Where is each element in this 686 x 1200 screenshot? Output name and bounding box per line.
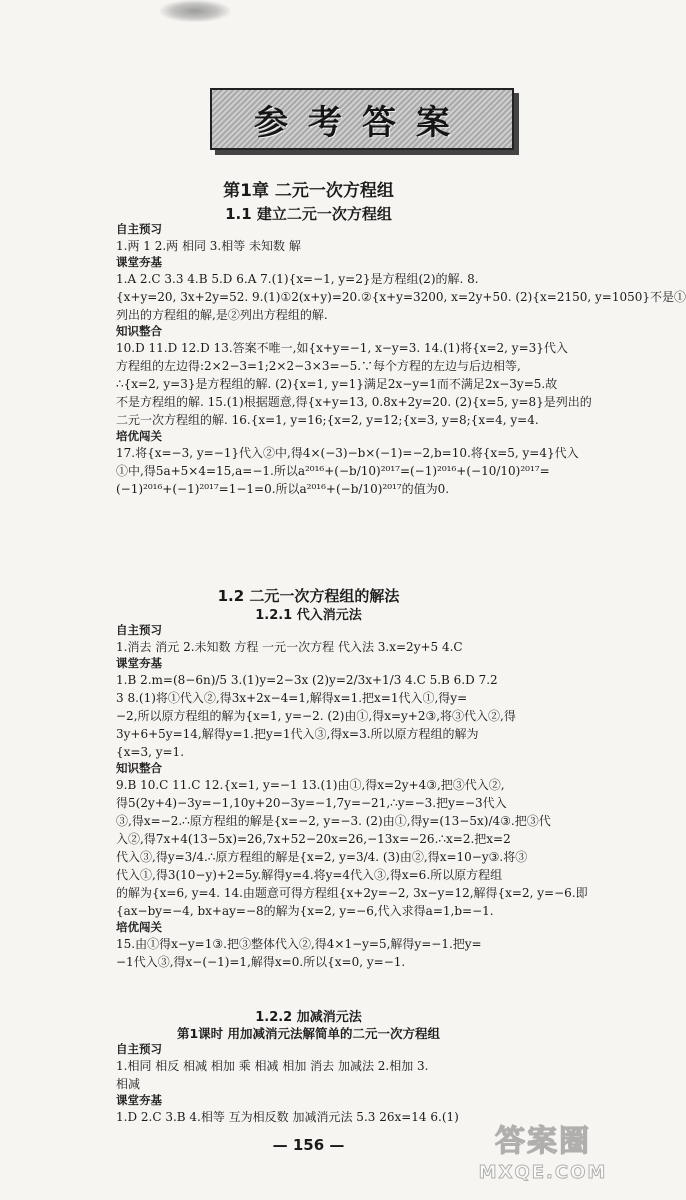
heading-knowledge: 知识整合 — [116, 761, 162, 775]
answer-line: 1.消去 消元 2.未知数 方程 一元一次方程 代入法 3.x=2y+5 4.C — [116, 640, 463, 654]
answer-line: ③,得x=−2.∴原方程组的解是{x=−2, y=−3. (2)由①,得y=(13−5x)/4③.把③代 — [116, 814, 551, 828]
answer-line: 1.两 1 2.两 相同 3.相等 未知数 解 — [116, 239, 301, 253]
answer-line: 代入③,得y=3/4.∴原方程组的解是{x=2, y=3/4. (3)由②,得x=10−y③.将③ — [116, 850, 528, 864]
answer-line: 10.D 11.D 12.D 13.答案不唯一,如{x+y=−1, x−y=3. 14.(1)将{x=2, y=3}代入 — [116, 341, 568, 355]
answer-line: 3 8.(1)将①代入②,得3x+2x−4=1,解得x=1.把x=1代入①,得y= — [116, 691, 468, 705]
heading-class: 课堂夯基 — [116, 1093, 162, 1107]
subsection-title: 1.2.2 加减消元法 — [255, 1010, 362, 1025]
answer-line: 不是方程组的解. 15.(1)根据题意,得{x+y=13, 0.8x+2y=20. (2){x=5, y=8}是列出的 — [116, 395, 592, 409]
answer-line: 方程组的左边得:2×2−3=1;2×2−3×3=−5.∵每个方程的左边与后边相等, — [116, 359, 521, 373]
answer-line: {x=3, y=1. — [116, 745, 185, 759]
heading-knowledge: 知识整合 — [116, 324, 162, 338]
answer-line: 入②,得7x+4(13−5x)=26,7x+52−20x=26,−13x=−26.∴x=2.把x=2 — [116, 832, 511, 846]
answer-line: 17.将{x=−3, y=−1}代入②中,得4×(−3)−b×(−1)=−2,b=10.将{x=5, y=4}代入 — [116, 446, 579, 460]
heading-advanced: 培优闯关 — [116, 920, 162, 934]
answer-line: 3y+6+5y=14,解得y=1.把y=1代入③,得x=3.所以原方程组的解为 — [116, 727, 479, 741]
chapter-title: 第1章 二元一次方程组 — [223, 181, 394, 201]
scan-smudge — [160, 0, 230, 22]
answer-line: {ax−by=−4, bx+ay=−8的解为{x=2, y=−6,代入求得a=1,b=−1. — [116, 904, 494, 918]
answer-line: 相减 — [116, 1077, 141, 1091]
answer-line: 1.D 2.C 3.B 4.相等 互为相反数 加减消元法 5.3 26x=14 6.(1) — [116, 1110, 459, 1124]
page-number: — 156 — — [272, 1136, 345, 1154]
answer-line: 15.由①得x−y=1③.把③整体代入②,得4×1−y=5,解得y=−1.把y= — [116, 937, 482, 951]
banner-title: 参考答案 — [254, 102, 470, 143]
answer-line: 二元一次方程组的解. 16.{x=1, y=16;{x=2, y=12;{x=3, y=8;{x=4, y=4. — [116, 413, 539, 427]
lesson-title: 第1课时 用加减消元法解简单的二元一次方程组 — [176, 1026, 441, 1041]
answer-banner — [210, 88, 514, 150]
answer-line: ∴{x=2, y=3}是方程组的解. (2){x=1, y=1}满足2x−y=1而不满足2x−3y=5.故 — [116, 377, 558, 391]
section-title: 1.1 建立二元一次方程组 — [225, 205, 392, 223]
watermark-logo — [478, 1116, 608, 1190]
answer-line: 9.B 10.C 11.C 12.{x=1, y=−1 13.(1)由①,得x=2y+4③,把③代入②, — [116, 778, 505, 792]
section-1-1-body — [116, 222, 686, 498]
heading-class: 课堂夯基 — [116, 656, 162, 670]
heading-class: 课堂夯基 — [116, 255, 162, 269]
watermark-sub: MXQE.COM — [478, 1162, 608, 1183]
answer-line: 代入①,得3(10−y)+2=5y.解得y=4.将y=4代入③,得x=6.所以原方程组 — [116, 868, 503, 882]
answer-line: 1.相同 相反 相减 相加 乘 相减 相加 消去 加减法 2.相加 3. — [116, 1059, 429, 1073]
answer-line: 得5(2y+4)−3y=−1,10y+20−3y=−1,7y=−21,∴y=−3.把y=−3代入 — [116, 796, 507, 810]
answer-line: {x+y=20, 3x+2y=52. 9.(1)①2(x+y)=20.②{x+y=3200, x=2y+50. (2){x=2150, y=1050}不是① — [116, 290, 686, 304]
answer-line: −2,所以原方程组的解为{x=1, y=−2. (2)由①,得x=y+2③,将③代入②,得 — [116, 709, 516, 723]
watermark-main: 答案圈 — [495, 1124, 591, 1159]
answer-line: ①中,得5a+5×4=15,a=−1.所以a²⁰¹⁶+(−b/10)²⁰¹⁷=(−1)²⁰¹⁶+(−10/10)²⁰¹⁷= — [116, 464, 550, 478]
heading-preview: 自主预习 — [116, 1042, 162, 1056]
section-1-2-2-body — [116, 1042, 488, 1126]
subsection-title: 1.2.1 代入消元法 — [255, 608, 362, 623]
answer-line: (−1)²⁰¹⁶+(−1)²⁰¹⁷=1−1=0.所以a²⁰¹⁶+(−b/10)²⁰¹⁷的值为0. — [116, 482, 450, 496]
answer-line: 的解为{x=6, y=4. 14.由题意可得方程组{x+2y=−2, 3x−y=12,解得{x=2, y=−6.即 — [116, 886, 588, 900]
answer-line: −1代入③,得x−(−1)=1,解得x=0.所以{x=0, y=−1. — [116, 955, 406, 969]
answer-line: 列出的方程组的解,是②列出方程组的解. — [116, 308, 328, 322]
heading-preview: 自主预习 — [116, 222, 162, 236]
section-title: 1.2 二元一次方程组的解法 — [217, 587, 400, 605]
heading-preview: 自主预习 — [116, 623, 162, 637]
heading-advanced: 培优闯关 — [116, 429, 162, 443]
answer-line: 1.A 2.C 3.3 4.B 5.D 6.A 7.(1){x=−1, y=2}是方程组(2)的解. 8. — [116, 272, 479, 286]
answer-line: 1.B 2.m=(8−6n)/5 3.(1)y=2−3x (2)y=2/3x+1/3 4.C 5.B 6.D 7.2 — [116, 673, 498, 687]
section-1-2-body — [116, 623, 588, 971]
